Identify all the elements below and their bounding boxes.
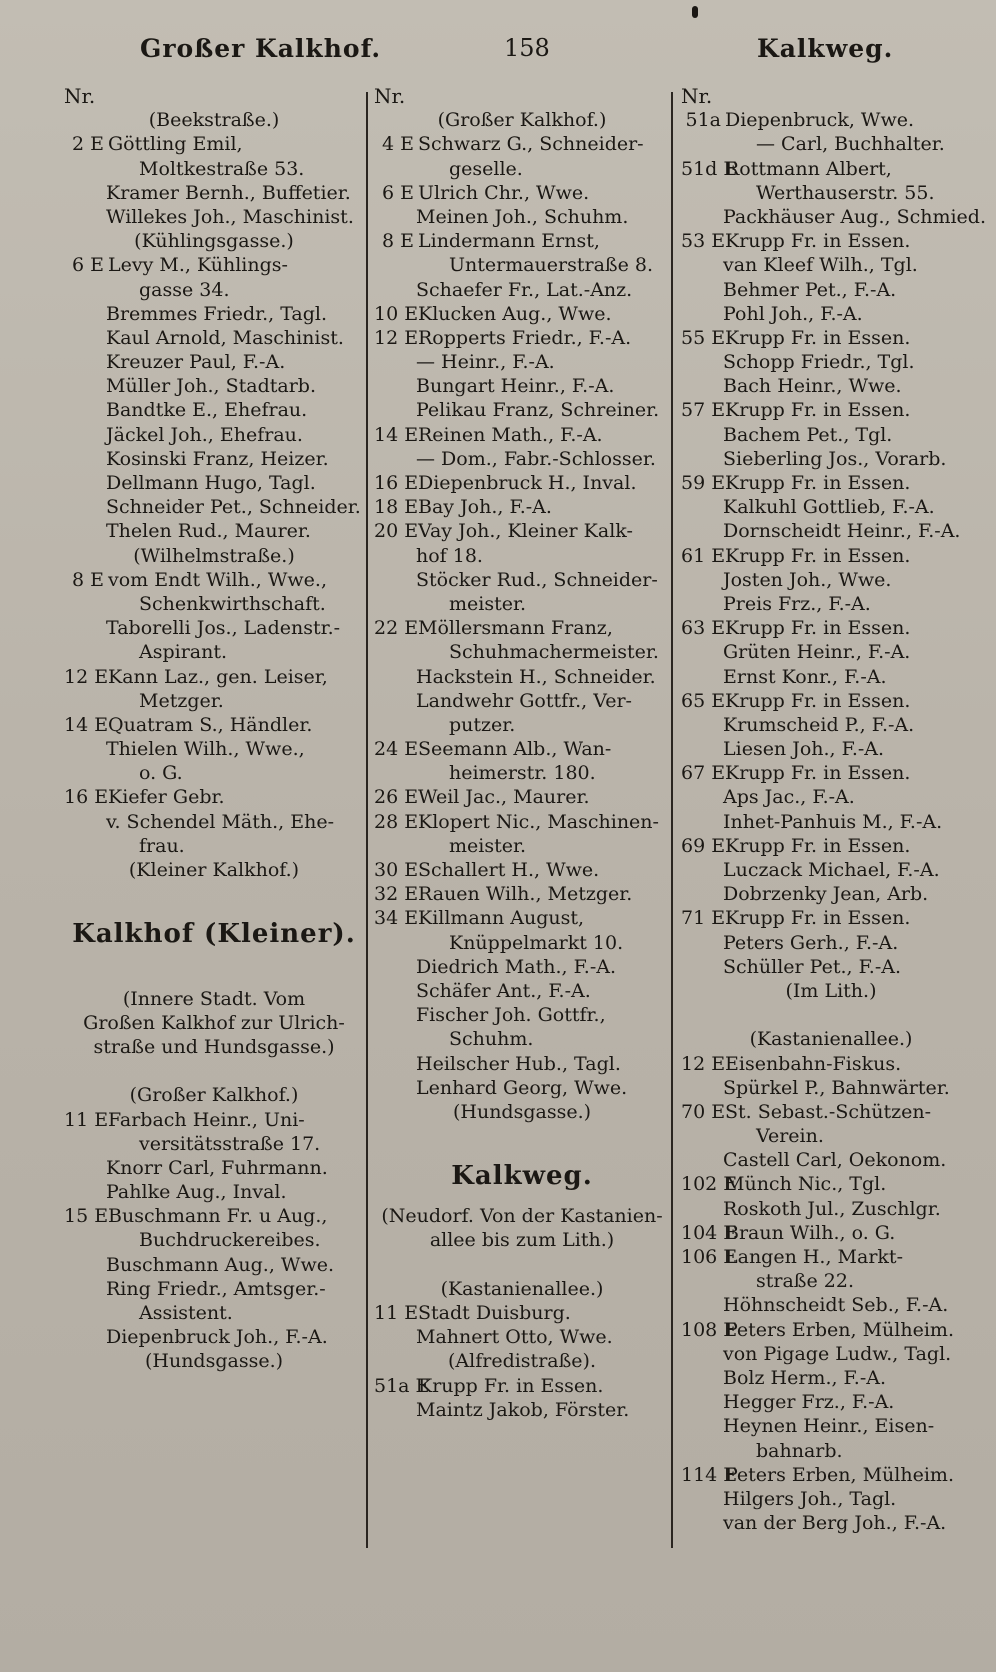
entry-line — [681, 326, 981, 350]
ink-speck — [692, 6, 698, 18]
entry-text: Stadt Duisburg. — [418, 1302, 571, 1324]
entry-line: Schopp Friedr., Tgl. — [723, 351, 915, 374]
house-number: 18 E — [374, 496, 419, 519]
entry-continuation: Schuhm. — [449, 1028, 534, 1051]
entry-line: Meinen Joh., Schuhm. — [416, 205, 629, 228]
entry-line — [681, 1221, 981, 1245]
entry-line: Schaefer Fr., Lat.-Anz. — [416, 278, 633, 301]
entry-line: Hilgers Joh., Tagl. — [723, 1487, 897, 1510]
entry-text: Farbach Heinr., Uni- — [108, 1108, 305, 1131]
entry-line: Pahlke Aug., Inval. — [106, 1181, 287, 1204]
house-number: 51a — [685, 109, 721, 132]
house-number: 57 E — [681, 399, 726, 422]
house-number: 108 E — [681, 1318, 738, 1341]
entry-line — [374, 616, 670, 640]
entry-line: Heilscher Hub., Tagl. — [416, 1052, 621, 1075]
entry-line — [374, 858, 670, 882]
entry-line — [374, 302, 670, 326]
entry-line: Roskoth Jul., Zuschlgr. — [723, 1197, 941, 1220]
entry-line — [374, 737, 670, 761]
house-number: 11 E — [374, 1302, 419, 1324]
entry-line: Kaul Arnold, Maschinist. — [106, 326, 344, 349]
entry-text: Seemann Alb., Wan- — [418, 738, 612, 761]
entry-text: Langen H., Markt- — [725, 1246, 903, 1268]
street-section-heading: (Im Lith.) — [785, 979, 877, 1002]
entry-line: v. Schendel Mäth., Ehe- — [106, 810, 334, 833]
entry-line: Thielen Wilh., Wwe., — [106, 738, 305, 761]
entry-line: — Heinr., F.-A. — [416, 351, 555, 374]
spacer — [374, 1253, 670, 1277]
entry-line: Ernst Konr., F.-A. — [723, 665, 887, 688]
entry-continuation: meister. — [449, 592, 527, 615]
house-number: 53 E — [681, 230, 726, 253]
entry-continuation: o. G. — [139, 762, 183, 785]
column-heading-nr: Nr. — [374, 84, 406, 108]
entry-line — [374, 785, 670, 809]
entry-line — [64, 1108, 364, 1132]
street-section-heading: (Hundsgasse.) — [144, 1350, 284, 1373]
entry-line: Kreuzer Paul, F.-A. — [106, 351, 286, 374]
entry-line — [64, 568, 364, 592]
house-number: 16 E — [64, 786, 109, 809]
entry-line — [681, 689, 981, 713]
entry-line — [374, 1374, 670, 1398]
entry-continuation: putzer. — [449, 713, 516, 736]
entry-line — [681, 616, 981, 640]
house-number: 2 E — [72, 133, 104, 156]
entry-text: Krupp Fr. in Essen. — [725, 689, 911, 712]
entry-text: Rauen Wilh., Metzger. — [418, 883, 633, 906]
column-2 — [374, 84, 670, 1422]
entry-text: Krupp Fr. in Essen. — [725, 544, 911, 567]
entry-text: Göttling Emil, — [108, 133, 243, 156]
entry-line — [64, 1204, 364, 1228]
spacer — [64, 1059, 364, 1083]
entry-line: Castell Carl, Oekonom. — [723, 1149, 947, 1172]
entry-line — [374, 1301, 670, 1325]
entry-line: Knorr Carl, Fuhrmann. — [106, 1156, 328, 1179]
entry-line: Preis Frz., F.-A. — [723, 592, 871, 615]
entry-line: Behmer Pet., F.-A. — [723, 278, 897, 301]
column-rule-left — [366, 92, 368, 1548]
entry-text: vom Endt Wilh., Wwe., — [108, 568, 327, 591]
house-number: 63 E — [681, 617, 726, 640]
column-heading-nr: Nr. — [64, 84, 96, 108]
entry-continuation: — Carl, Buchhalter. — [756, 133, 945, 156]
entry-text: Peters Erben, Mülheim. — [725, 1318, 954, 1341]
street-section-heading: (Hundsgasse.) — [452, 1100, 592, 1123]
entry-line — [681, 544, 981, 568]
entry-line: Packhäuser Aug., Schmied. — [723, 205, 987, 228]
entry-line: Hackstein H., Schneider. — [416, 665, 656, 688]
entry-line: Fischer Joh. Gottfr., — [416, 1004, 606, 1027]
entry-line: Krumscheid P., F.-A. — [723, 713, 915, 736]
running-head-right: Kalkweg. — [757, 34, 894, 63]
house-number: 106 E — [681, 1246, 738, 1268]
house-number: 51a E — [374, 1374, 430, 1397]
entry-line: Inhet-Panhuis M., F.-A. — [723, 810, 943, 833]
entry-line: Mahnert Otto, Wwe. — [416, 1326, 613, 1349]
house-number: 8 E — [72, 568, 104, 591]
house-number: 34 E — [374, 907, 419, 930]
house-number: 15 E — [64, 1205, 109, 1228]
entry-line: Ring Friedr., Amtsger.- — [106, 1277, 326, 1300]
house-number: 32 E — [374, 883, 419, 906]
street-description: straße und Hundsgasse.) — [93, 1035, 335, 1058]
entry-line: Grüten Heinr., F.-A. — [723, 641, 911, 664]
entry-line — [681, 906, 981, 930]
spacer — [64, 882, 364, 906]
house-number: 10 E — [374, 302, 419, 325]
entry-continuation: versitätsstraße 17. — [139, 1132, 321, 1155]
entry-text: Peters Erben, Mülheim. — [725, 1463, 954, 1486]
entry-line — [64, 713, 364, 737]
entry-line — [681, 761, 981, 785]
entry-line: Pohl Joh., F.-A. — [723, 302, 863, 325]
entry-line — [64, 253, 364, 277]
column-3 — [681, 84, 987, 1535]
entry-line — [374, 471, 670, 495]
house-number: 51d E — [681, 157, 738, 180]
entry-line — [681, 157, 981, 181]
entry-line: hof 18. — [416, 544, 483, 567]
entry-line: Sieberling Jos., Vorarb. — [723, 447, 947, 470]
entry-text: Schwarz G., Schneider- — [418, 133, 644, 156]
entry-text: St. Sebast.-Schützen- — [725, 1100, 932, 1123]
entry-line — [64, 132, 364, 156]
house-number: 67 E — [681, 762, 726, 785]
entry-text: Lindermann Ernst, — [418, 230, 600, 253]
entry-line — [374, 882, 670, 906]
street-section-heading: (Wilhelmstraße.) — [133, 544, 295, 567]
entry-text: Bay Joh., F.-A. — [418, 496, 552, 519]
entry-line: Schäfer Ant., F.-A. — [416, 979, 591, 1002]
entry-line: Dellmann Hugo, Tagl. — [106, 472, 316, 494]
entry-text: Krupp Fr. in Essen. — [725, 762, 911, 785]
entry-text: Krupp Fr. in Essen. — [725, 230, 911, 253]
entry-continuation: Schuhmachermeister. — [449, 641, 659, 664]
entry-text: Münch Nic., Tgl. — [725, 1173, 887, 1196]
entry-line: von Pigage Ludw., Tagl. — [723, 1342, 952, 1365]
house-number: 14 E — [64, 713, 109, 736]
entry-line — [374, 519, 670, 543]
house-number: 16 E — [374, 472, 419, 494]
entry-continuation: Moltkestraße 53. — [139, 157, 305, 180]
street-title: Kalkweg. — [451, 1161, 593, 1192]
entry-text: Diepenbruck, Wwe. — [725, 109, 914, 132]
entry-continuation: Metzger. — [139, 689, 224, 712]
entry-text: Braun Wilh., o. G. — [725, 1221, 896, 1244]
entry-line: Buschmann Aug., Wwe. — [106, 1253, 334, 1276]
entry-continuation: Verein. — [756, 1125, 824, 1148]
entry-text: Krupp Fr. in Essen. — [418, 1374, 604, 1397]
house-number: 12 E — [374, 326, 419, 349]
house-number: 70 E — [681, 1100, 726, 1123]
running-head-left: Großer Kalkhof. — [140, 34, 382, 63]
entry-line: Maintz Jakob, Förster. — [416, 1398, 630, 1421]
entry-line — [374, 181, 670, 205]
entry-text: Eisenbahn-Fiskus. — [725, 1052, 902, 1075]
column-rule-right — [671, 92, 673, 1548]
spacer — [64, 962, 364, 986]
entry-line — [374, 906, 670, 930]
street-description: allee bis zum Lith.) — [429, 1229, 615, 1252]
entry-continuation: Knüppelmarkt 10. — [449, 931, 624, 954]
house-number: 8 E — [382, 230, 414, 253]
entry-line — [681, 229, 981, 253]
house-number: 6 E — [382, 181, 414, 204]
column-1 — [64, 84, 364, 1374]
entry-continuation: Schenkwirthschaft. — [139, 592, 326, 615]
entry-text: Klucken Aug., Wwe. — [418, 302, 612, 325]
entry-line: Lenhard Georg, Wwe. — [416, 1076, 628, 1099]
house-number: 55 E — [681, 326, 726, 349]
entry-line: Höhnscheidt Seb., F.-A. — [723, 1294, 949, 1317]
entry-line: Pelikau Franz, Schreiner. — [416, 399, 660, 422]
entry-continuation: bahnarb. — [756, 1439, 843, 1462]
house-number: 71 E — [681, 907, 726, 930]
house-number: 20 E — [374, 520, 419, 543]
street-section-heading: (Alfredistraße). — [448, 1350, 596, 1373]
entry-line — [374, 810, 670, 834]
entry-line: Kosinski Franz, Heizer. — [106, 447, 329, 470]
house-number: 28 E — [374, 810, 419, 833]
entry-continuation: Buchdruckereibes. — [139, 1229, 321, 1252]
page-number: 158 — [504, 34, 550, 62]
entry-text: Killmann August, — [418, 907, 585, 930]
entry-text: Kann Laz., gen. Leiser, — [108, 665, 328, 688]
entry-line: Spürkel P., Bahnwärter. — [723, 1076, 950, 1099]
entry-line — [374, 495, 670, 519]
house-number: 114 E — [681, 1463, 738, 1486]
house-number: 26 E — [374, 786, 419, 809]
entry-text: Buschmann Fr. u Aug., — [108, 1205, 328, 1228]
column-heading-nr: Nr. — [681, 84, 713, 108]
entry-text: Krupp Fr. in Essen. — [725, 399, 911, 422]
house-number: 14 E — [374, 423, 419, 446]
entry-line — [64, 785, 364, 809]
spacer — [681, 1003, 981, 1027]
house-number: 12 E — [681, 1052, 726, 1075]
entry-line: Bandtke E., Ehefrau. — [106, 399, 308, 422]
street-title: Kalkhof (Kleiner). — [72, 919, 356, 950]
entry-line: Müller Joh., Stadtarb. — [106, 375, 317, 398]
entry-line: Liesen Joh., F.-A. — [723, 738, 885, 761]
entry-text: Krupp Fr. in Essen. — [725, 472, 911, 494]
entry-line: Bungart Heinr., F.-A. — [416, 375, 615, 398]
entry-text: Weil Jac., Maurer. — [418, 786, 590, 809]
entry-continuation: geselle. — [449, 157, 523, 180]
entry-text: Krupp Fr. in Essen. — [725, 326, 911, 349]
entry-text: Krupp Fr. in Essen. — [725, 834, 911, 857]
house-number: 12 E — [64, 665, 109, 688]
entry-continuation: Untermauerstraße 8. — [449, 254, 654, 277]
house-number: 69 E — [681, 834, 726, 857]
entry-line: Taborelli Jos., Ladenstr.- — [106, 617, 341, 640]
entry-text: Klopert Nic., Maschinen- — [418, 810, 659, 833]
house-number: 65 E — [681, 689, 726, 712]
entry-line: Peters Gerh., F.-A. — [723, 931, 899, 954]
entry-line: Schneider Pet., Schneider. — [106, 496, 361, 519]
entry-line: — Dom., Fabr.-Schlosser. — [416, 447, 656, 470]
entry-line — [681, 398, 981, 422]
entry-line — [681, 471, 981, 495]
entry-continuation: straße 22. — [756, 1270, 854, 1293]
entry-text: Ropperts Friedr., F.-A. — [418, 326, 632, 349]
entry-line: van der Berg Joh., F.-A. — [723, 1512, 947, 1535]
entry-line — [374, 326, 670, 350]
entry-text: Schallert H., Wwe. — [418, 859, 600, 881]
house-number: 104 E — [681, 1221, 738, 1244]
entry-line: Josten Joh., Wwe. — [723, 568, 892, 591]
entry-line: Diepenbruck Joh., F.-A. — [106, 1326, 328, 1349]
entry-continuation: heimerstr. 180. — [449, 762, 596, 785]
entry-text: Krupp Fr. in Essen. — [725, 907, 911, 930]
entry-line — [64, 665, 364, 689]
street-description: Großen Kalkhof zur Ulrich- — [83, 1011, 345, 1034]
entry-line: Stöcker Rud., Schneider- — [416, 568, 658, 591]
street-section-heading: (Großer Kalkhof.) — [437, 109, 607, 132]
house-number: 30 E — [374, 859, 419, 881]
entry-text: Reinen Math., F.-A. — [418, 423, 603, 446]
entry-line: Luczack Michael, F.-A. — [723, 859, 940, 881]
entry-line: Jäckel Joh., Ehefrau. — [106, 423, 303, 446]
entry-text: Quatram S., Händler. — [108, 713, 313, 736]
entry-text: Kiefer Gebr. — [108, 786, 225, 809]
entry-line — [374, 229, 670, 253]
entry-line — [681, 834, 981, 858]
entry-line: Landwehr Gottfr., Ver- — [416, 689, 632, 712]
entry-continuation: Aspirant. — [139, 641, 228, 664]
entry-text: Levy M., Kühlings- — [108, 254, 288, 277]
entry-continuation: Werthauserstr. 55. — [756, 181, 935, 204]
entry-line: Bach Heinr., Wwe. — [723, 375, 902, 398]
street-section-heading: (Kleiner Kalkhof.) — [128, 859, 300, 881]
street-section-heading: (Kastanienallee.) — [440, 1277, 604, 1300]
house-number: 11 E — [64, 1108, 109, 1131]
street-section-heading: (Beekstraße.) — [148, 109, 280, 132]
entry-continuation: Assistent. — [139, 1302, 233, 1324]
house-number: 24 E — [374, 738, 419, 761]
entry-line: Bachem Pet., Tgl. — [723, 423, 893, 446]
entry-text: Vay Joh., Kleiner Kalk- — [418, 520, 633, 543]
entry-line — [681, 1100, 981, 1124]
entry-text: Diepenbruck H., Inval. — [418, 472, 637, 494]
entry-line — [681, 108, 981, 132]
entry-line: Schüller Pet., F.-A. — [723, 955, 902, 978]
entry-text: Ulrich Chr., Wwe. — [418, 181, 590, 204]
entry-line: Kramer Bernh., Buffetier. — [106, 181, 351, 204]
entry-line — [374, 423, 670, 447]
house-number: 102 E — [681, 1173, 738, 1196]
entry-line — [681, 1318, 981, 1342]
entry-line: Thelen Rud., Maurer. — [106, 520, 311, 543]
entry-line: Bolz Herm., F.-A. — [723, 1366, 887, 1389]
entry-line: van Kleef Wilh., Tgl. — [723, 254, 918, 277]
house-number: 6 E — [72, 254, 104, 277]
house-number: 59 E — [681, 472, 726, 494]
entry-line — [681, 1172, 981, 1196]
entry-line: Dornscheidt Heinr., F.-A. — [723, 520, 961, 543]
entry-line — [374, 132, 670, 156]
entry-continuation: frau. — [139, 834, 185, 857]
entry-text: Möllersmann Franz, — [418, 617, 613, 640]
entry-continuation: gasse 34. — [139, 278, 230, 301]
entry-line: Aps Jac., F.-A. — [723, 786, 855, 809]
entry-line: Kalkuhl Gottlieb, F.-A. — [723, 496, 935, 519]
entry-line: Willekes Joh., Maschinist. — [106, 205, 354, 228]
house-number: 22 E — [374, 617, 419, 640]
street-description: (Neudorf. Von der Kastanien- — [381, 1205, 663, 1228]
entry-continuation: meister. — [449, 834, 527, 857]
street-section-heading: (Großer Kalkhof.) — [129, 1084, 299, 1107]
entry-text: Krupp Fr. in Essen. — [725, 617, 911, 640]
street-description: (Innere Stadt. Vom — [122, 987, 306, 1010]
entry-line — [681, 1463, 981, 1487]
entry-line: Dobrzenky Jean, Arb. — [723, 883, 929, 906]
entry-line: Heynen Heinr., Eisen- — [723, 1415, 935, 1438]
house-number: 4 E — [382, 133, 414, 156]
street-section-heading: (Kühlingsgasse.) — [134, 230, 294, 253]
street-section-heading: (Kastanienallee.) — [749, 1028, 913, 1051]
entry-text: Rottmann Albert, — [725, 157, 892, 180]
entry-line: Diedrich Math., F.-A. — [416, 955, 617, 978]
entry-line: Hegger Frz., F.-A. — [723, 1391, 895, 1414]
house-number: 61 E — [681, 544, 726, 567]
entry-line — [681, 1245, 981, 1269]
spacer — [374, 1124, 670, 1148]
entry-line — [681, 1052, 981, 1076]
entry-line: Bremmes Friedr., Tagl. — [106, 302, 328, 325]
